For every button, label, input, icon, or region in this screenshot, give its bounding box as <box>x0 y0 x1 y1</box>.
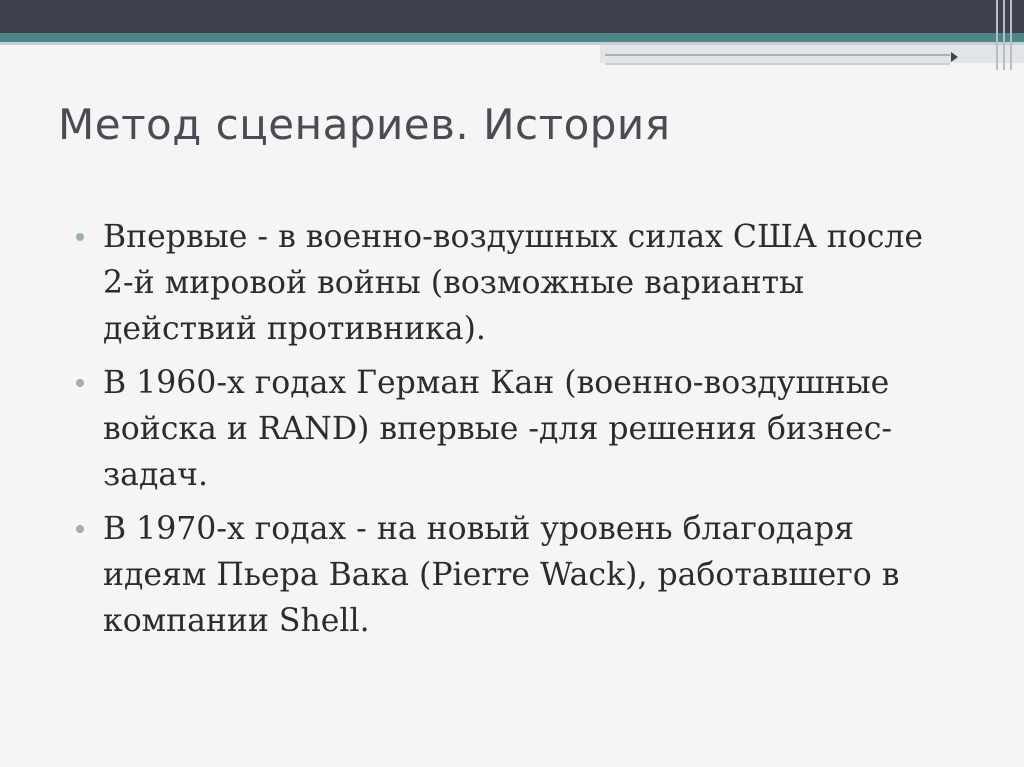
header-dark-bar <box>0 0 1024 33</box>
header-edge-line <box>1010 0 1012 70</box>
header-teal-bar <box>0 33 1024 42</box>
bullet-item <box>72 506 972 644</box>
header-edge-line <box>996 0 998 70</box>
bullet-item <box>72 360 972 498</box>
header-right-line <box>605 54 950 56</box>
bullet-text: Впервые - в военно-воздушных силах США после 2-й мировой войны (возможные варианты действий противника). <box>103 219 924 347</box>
bullet-item <box>72 214 972 352</box>
bullet-dot-icon <box>76 525 84 533</box>
header-right-line-lower <box>605 63 950 65</box>
bullet-text: В 1970-х годах - на новый уровень благодаря идеям Пьера Вака (Pierre Wack), работавшего в компании Shell. <box>103 511 900 639</box>
bullet-dot-icon <box>76 379 84 387</box>
bullet-list <box>72 214 972 652</box>
arrow-right-icon <box>951 52 958 62</box>
bullet-dot-icon <box>76 233 84 241</box>
slide-title: Метод сценариев. История <box>58 100 671 149</box>
header-edge-line <box>1003 0 1005 70</box>
bullet-text: В 1960-х годах Герман Кан (военно-воздушные войска и RAND) впервые -для решения бизнес-задач. <box>103 365 893 493</box>
